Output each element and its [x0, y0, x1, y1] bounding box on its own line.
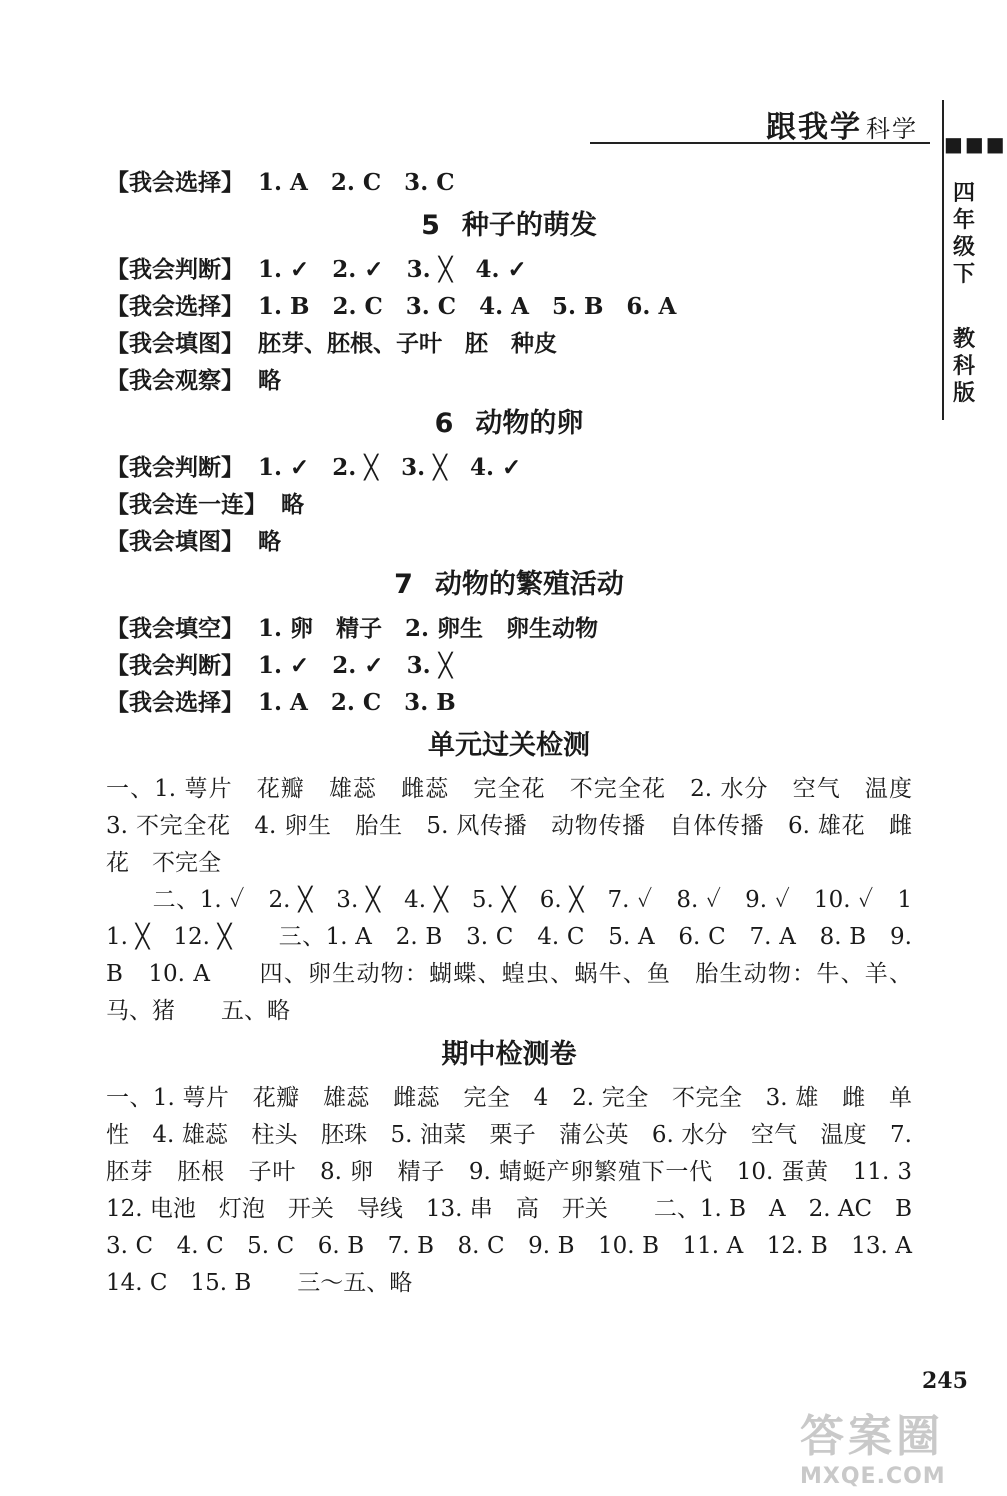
answer-line [106, 288, 912, 325]
section-heading [106, 399, 912, 449]
answer-text: 胚芽、胚根、子叶 胚 种皮 [258, 330, 557, 357]
paragraph-text: 一、1. 萼片 花瓣 雄蕊 雌蕊 完全花 不完全花 2. 水分 空气 温度 3. 不完全花 4. 卵生 胎生 5. 风传播 动物传播 自体传播 6. 雄花 雌花 不完全 [106, 776, 935, 876]
answer-line [106, 486, 912, 523]
paragraph-text: 一、1. 萼片 花瓣 雄蕊 雌蕊 完全 4 2. 完全 不完全 3. 雄 雌 单性 4. 雄蕊 柱头 胚珠 5. 油菜 栗子 蒲公英 6. 水分 空气 温度 7. 胚芽 胚根 子叶 8. 卵 精子 9. 蜻蜓产卵繁殖下一代 10. 蛋黄 11. 3 12. 电池 灯泡 开关 导线 13. 串 高 开关 二、1. B A 2. AC B 3. C 4. C 5. C 6. B 7. B 8. C 9. B 10. B 11. A 12. B 13. A 14. C 15. B 三～五、略 [106, 1085, 935, 1296]
question-type-label: 【我会判断】 [106, 257, 244, 283]
answer-line [106, 362, 912, 399]
side-grade: 四年级下 [952, 180, 975, 287]
answer-line [106, 251, 912, 288]
question-type-label: 【我会选择】 [106, 690, 244, 716]
section-title: 动物的繁殖活动 [434, 569, 624, 600]
question-type-label: 【我会填图】 [106, 331, 244, 357]
question-type-label: 【我会连一连】 [106, 492, 267, 518]
header-rule [590, 142, 930, 144]
answer-text: 1. ✓ 2. ╳ 3. ╳ 4. ✓ [258, 454, 522, 481]
question-type-label: 【我会判断】 [106, 455, 244, 481]
answer-line [106, 449, 912, 486]
page-header [590, 96, 930, 144]
answer-text: 1. 卵 精子 2. 卵生 卵生动物 [258, 615, 599, 642]
section-number: 7 [394, 569, 413, 600]
question-type-label: 【我会填空】 [106, 616, 244, 642]
page-number: 245 [922, 1368, 968, 1394]
section-heading [106, 1030, 912, 1080]
answer-text: 略 [281, 491, 304, 518]
answer-text: 1. ✓ 2. ✓ 3. ╳ [258, 652, 453, 679]
section-number: 6 [434, 408, 454, 439]
answer-text: 1. A 2. C 3. B [258, 689, 456, 716]
watermark [800, 1400, 996, 1490]
section-title: 期中检测卷 [441, 1039, 577, 1070]
answer-text: 1. B 2. C 3. C 4. A 5. B 6. A [258, 293, 677, 320]
answer-text: 略 [258, 367, 281, 394]
side-rule [942, 100, 944, 420]
answer-paragraph [106, 1080, 935, 1302]
section-title: 单元过关检测 [428, 730, 590, 761]
brand-subject: 科学 [866, 115, 918, 143]
question-type-label: 【我会选择】 [106, 170, 244, 196]
answer-line [106, 164, 912, 201]
watermark-text: 答案圈 [800, 1411, 944, 1462]
answer-paragraph [106, 771, 935, 882]
answer-line [106, 610, 912, 647]
header-dots: ■■■ [944, 132, 1007, 156]
answer-paragraph [106, 882, 912, 1030]
answer-line [106, 325, 912, 362]
side-edition: 教科版 [952, 326, 975, 406]
section-title: 动物的卵 [475, 408, 584, 439]
watermark-url: MXQE.COM [800, 1464, 946, 1489]
section-title: 种子的萌发 [461, 210, 597, 241]
question-type-label: 【我会判断】 [106, 653, 244, 679]
answer-line [106, 523, 912, 560]
brand-title: 跟我学 [766, 110, 862, 145]
question-type-label: 【我会选择】 [106, 294, 244, 320]
section-heading [106, 560, 912, 610]
side-label [950, 180, 978, 407]
answer-line [106, 647, 912, 684]
answer-text: 1. ✓ 2. ✓ 3. ╳ 4. ✓ [258, 256, 527, 283]
answer-text: 1. A 2. C 3. C [258, 169, 455, 196]
answer-content [106, 164, 935, 1302]
answer-line [106, 684, 912, 721]
book-brand [766, 102, 918, 146]
section-number: 5 [421, 210, 440, 241]
section-heading [106, 201, 912, 251]
question-type-label: 【我会观察】 [106, 368, 244, 394]
paragraph-text: 二、1. ✓ 2. ╳ 3. ╳ 4. ╳ 5. ╳ 6. ╳ 7. ✓ 8. ✓ 9. ✓ 10. ✓ 11. ╳ 12. ╳ 三、1. A 2. B 3. C 4. C 5. A 6. C 7. A 8. B 9. B 10. A 四、卵生动物：蝴蝶、蝗虫、蜗牛、鱼 胎生动物：牛、羊、马、猪 五、略 [106, 887, 912, 1024]
section-heading [106, 721, 912, 771]
answer-text: 略 [258, 528, 281, 555]
question-type-label: 【我会填图】 [106, 529, 244, 555]
